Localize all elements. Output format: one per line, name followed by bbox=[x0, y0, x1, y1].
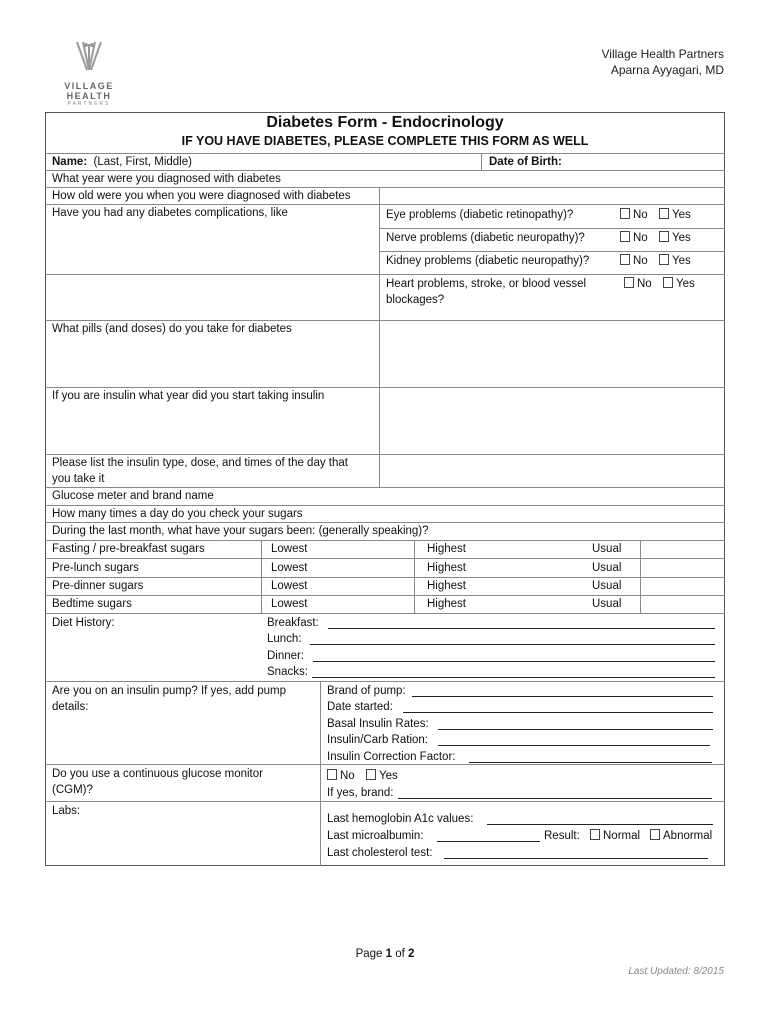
pump-carb-label: Insulin/Carb Ration: bbox=[327, 734, 428, 746]
pump-basal-line[interactable] bbox=[438, 718, 713, 730]
nerve-no-checkbox[interactable]: No bbox=[620, 231, 648, 244]
pump-date-label: Date started: bbox=[327, 701, 393, 713]
complication-kidney: Kidney problems (diabetic neuropathy)? bbox=[386, 255, 590, 267]
kidney-no-checkbox[interactable]: No bbox=[620, 254, 648, 267]
q-pills: What pills (and doses) do you take for diabetes bbox=[52, 323, 292, 335]
q-pump-2: details: bbox=[52, 701, 89, 713]
heart-no-checkbox[interactable]: No bbox=[624, 277, 652, 290]
pump-date-line[interactable] bbox=[403, 701, 713, 713]
diet-snacks-label: Snacks: bbox=[267, 666, 308, 678]
pump-correction-line[interactable] bbox=[469, 751, 712, 763]
usual-label: Usual bbox=[592, 598, 622, 610]
labs-micro-line[interactable] bbox=[437, 830, 540, 842]
q-cgm-2: (CGM)? bbox=[52, 784, 93, 796]
sugar-row-label: Pre-lunch sugars bbox=[52, 562, 139, 574]
page-number: Page 1 of 2 bbox=[355, 948, 415, 960]
diet-dinner-line[interactable] bbox=[313, 650, 715, 662]
highest-label: Highest bbox=[427, 543, 466, 555]
q-meter: Glucose meter and brand name bbox=[52, 490, 214, 502]
q-diagnosis-age: How old were you when you were diagnosed with diabetes bbox=[52, 190, 351, 202]
cgm-yes-checkbox[interactable]: Yes bbox=[366, 769, 398, 782]
q-complications: Have you had any diabetes complications, like bbox=[52, 207, 288, 219]
diet-dinner-label: Dinner: bbox=[267, 650, 305, 662]
usual-label: Usual bbox=[592, 580, 622, 592]
form-title: Diabetes Form - Endocrinology bbox=[266, 114, 504, 131]
complication-heart: Heart problems, stroke, or blood vessel bbox=[386, 278, 587, 290]
diet-snacks-line[interactable] bbox=[312, 666, 715, 678]
labs-chol-label: Last cholesterol test: bbox=[327, 847, 433, 859]
labs-a1c-line[interactable] bbox=[487, 813, 713, 825]
pump-brand-label: Brand of pump: bbox=[327, 685, 406, 697]
labs-a1c-label: Last hemoglobin A1c values: bbox=[327, 813, 474, 825]
labs-abnormal-checkbox[interactable]: Abnormal bbox=[650, 829, 712, 842]
labs-label: Labs: bbox=[52, 805, 81, 817]
diet-breakfast-label: Breakfast: bbox=[267, 617, 319, 629]
sugar-row-label: Fasting / pre-breakfast sugars bbox=[52, 543, 205, 555]
sugar-row-label: Bedtime sugars bbox=[52, 598, 132, 610]
cgm-brand-label: If yes, brand: bbox=[327, 787, 394, 799]
pump-brand-line[interactable] bbox=[412, 685, 713, 697]
last-updated: Last Updated: 8/2015 bbox=[628, 966, 724, 977]
usual-label: Usual bbox=[592, 562, 622, 574]
kidney-yes-checkbox[interactable]: Yes bbox=[659, 254, 691, 267]
lowest-label: Lowest bbox=[271, 562, 308, 574]
cgm-brand-line[interactable] bbox=[398, 787, 712, 799]
pump-correction-label: Insulin Correction Factor: bbox=[327, 751, 456, 763]
lowest-label: Lowest bbox=[271, 543, 308, 555]
q-cgm: Do you use a continuous glucose monitor bbox=[52, 768, 263, 780]
labs-normal-checkbox[interactable]: Normal bbox=[590, 829, 640, 842]
dob-label: Date of Birth: bbox=[489, 156, 562, 168]
name-field: Name: (Last, First, Middle) bbox=[52, 156, 192, 168]
q-last-month: During the last month, what have your sugars been: (generally speaking)? bbox=[52, 525, 429, 537]
eye-no-checkbox[interactable]: No bbox=[620, 208, 648, 221]
highest-label: Highest bbox=[427, 598, 466, 610]
lowest-label: Lowest bbox=[271, 580, 308, 592]
labs-result-label: Result: bbox=[544, 830, 580, 842]
cgm-no-checkbox[interactable]: No bbox=[327, 769, 355, 782]
diet-lunch-line[interactable] bbox=[310, 633, 715, 645]
form-subtitle: IF YOU HAVE DIABETES, PLEASE COMPLETE THIS FORM AS WELL bbox=[181, 134, 589, 148]
complication-nerve: Nerve problems (diabetic neuropathy)? bbox=[386, 232, 585, 244]
header-info bbox=[601, 46, 724, 78]
complication-eye: Eye problems (diabetic retinopathy)? bbox=[386, 209, 574, 221]
pump-basal-label: Basal Insulin Rates: bbox=[327, 718, 429, 730]
labs-micro-label: Last microalbumin: bbox=[327, 830, 424, 842]
usual-label: Usual bbox=[592, 543, 622, 555]
doctor-name: Aparna Ayyagari, MD bbox=[610, 63, 724, 77]
lowest-label: Lowest bbox=[271, 598, 308, 610]
q-diagnosis-year: What year were you diagnosed with diabetes bbox=[52, 173, 281, 185]
q-insulin-type-2: you take it bbox=[52, 473, 105, 485]
diet-breakfast-line[interactable] bbox=[328, 617, 715, 629]
labs-chol-line[interactable] bbox=[444, 847, 708, 859]
q-pump: Are you on an insulin pump? If yes, add pump bbox=[52, 685, 286, 697]
eye-yes-checkbox[interactable]: Yes bbox=[659, 208, 691, 221]
logo-name: VILLAGE HEALTH bbox=[64, 81, 114, 101]
logo-mark-icon bbox=[69, 40, 109, 74]
highest-label: Highest bbox=[427, 562, 466, 574]
diet-history-label: Diet History: bbox=[52, 617, 115, 629]
complication-heart-2: blockages? bbox=[386, 294, 445, 306]
logo-sub: PARTNERS bbox=[67, 101, 111, 107]
pump-carb-line[interactable] bbox=[438, 734, 710, 746]
sugar-row-label: Pre-dinner sugars bbox=[52, 580, 144, 592]
q-check-frequency: How many times a day do you check your sugars bbox=[52, 508, 303, 520]
nerve-yes-checkbox[interactable]: Yes bbox=[659, 231, 691, 244]
diet-lunch-label: Lunch: bbox=[267, 633, 302, 645]
highest-label: Highest bbox=[427, 580, 466, 592]
logo bbox=[44, 40, 134, 107]
q-insulin-type: Please list the insulin type, dose, and times of the day that bbox=[52, 457, 348, 469]
heart-yes-checkbox[interactable]: Yes bbox=[663, 277, 695, 290]
org-name: Village Health Partners bbox=[601, 47, 724, 61]
q-insulin-year: If you are insulin what year did you start taking insulin bbox=[52, 390, 325, 402]
